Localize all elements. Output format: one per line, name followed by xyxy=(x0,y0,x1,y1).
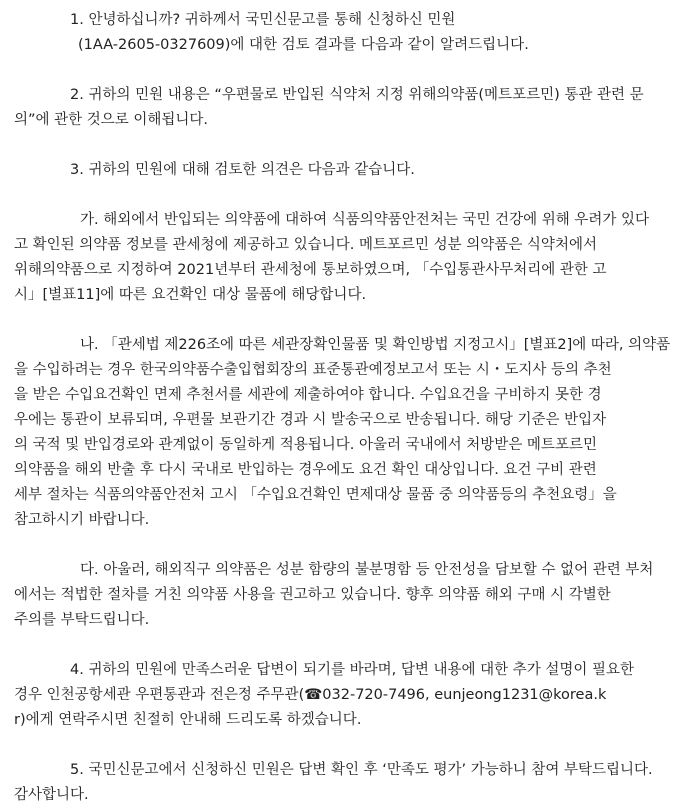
paragraph-4-line-1: 4. 귀하의 민원에 만족스러운 답변이 되기를 바라며, 답변 내용에 대한 추가 설명이 필요한 xyxy=(70,662,634,678)
paragraph-ga-line-4: 시」[별표11]에 따른 요건확인 대상 물품에 해당합니다. xyxy=(14,287,367,303)
paragraph-na-line-7: 세부 절차는 식품의약품안전처 고시 「수입요건확인 면제대상 물품 중 의약품등의 추천요령」을 xyxy=(14,487,617,503)
paragraph-2-line-1: 2. 귀하의 민원 내용은 “우편물로 반입된 식약처 지정 위해의약품(메트포르민) 통관 관련 문 xyxy=(70,87,644,103)
paragraph-na-line-5: 의 국적 및 반입경로와 관계없이 동일하게 적용됩니다. 아울러 국내에서 처방받은 메트포르민 xyxy=(14,437,597,453)
paragraph-na-line-4: 우에는 통관이 보류되며, 우편물 보관기간 경과 시 발송국으로 반송됩니다. 해당 기준은 반입자 xyxy=(14,412,607,428)
paragraph-ga xyxy=(14,208,684,308)
paragraph-1 xyxy=(70,8,684,58)
paragraph-na-line-1: 나. 「관세법 제226조에 따른 세관장확인물품 및 확인방법 지정고시」[별표2]에 따라, 의약품 xyxy=(80,337,671,353)
paragraph-na-line-2: 을 수입하려는 경우 한국의약품수출입협회장의 표준통관예정보고서 또는 시・도지사 등의 추천 xyxy=(14,362,612,378)
paragraph-na xyxy=(14,333,684,533)
paragraph-na-line-6: 의약품을 해외 반출 후 다시 국내로 반입하는 경우에도 요건 확인 대상입니다. 요건 구비 관련 xyxy=(14,462,597,478)
paragraph-2 xyxy=(14,83,684,133)
paragraph-5-line-2: 감사합니다. xyxy=(14,787,89,803)
paragraph-da xyxy=(14,558,684,633)
paragraph-5 xyxy=(14,758,684,808)
paragraph-3-line-1: 3. 귀하의 민원에 대해 검토한 의견은 다음과 같습니다. xyxy=(70,162,415,178)
paragraph-4 xyxy=(14,658,684,733)
paragraph-2-line-2: 의”에 관한 것으로 이해됩니다. xyxy=(14,112,209,128)
paragraph-ga-line-2: 고 확인된 의약품 정보를 관세청에 제공하고 있습니다. 메트포르민 성분 의약품은 식약처에서 xyxy=(14,237,597,253)
paragraph-da-line-2: 에서는 적법한 절차를 거친 의약품 사용을 권고하고 있습니다. 향후 의약품 해외 구매 시 각별한 xyxy=(14,587,611,603)
paragraph-4-line-3: r)에게 연락주시면 친절히 안내해 드리도록 하겠습니다. xyxy=(14,712,362,728)
paragraph-na-line-8: 참고하시기 바랍니다. xyxy=(14,512,150,528)
paragraph-5-line-1: 5. 국민신문고에서 신청하신 민원은 답변 확인 후 ‘만족도 평가’ 가능하니 참여 부탁드립니다. xyxy=(70,762,653,778)
paragraph-na-line-3: 을 받은 수입요건확인 면제 추천서를 세관에 제출하여야 합니다. 수입요건을 구비하지 못한 경 xyxy=(14,387,602,403)
paragraph-1-line-2: (1AA-2605-0327609)에 대한 검토 결과를 다음과 같이 알려드립니다. xyxy=(78,37,529,53)
paragraph-da-line-3: 주의를 부탁드립니다. xyxy=(14,612,150,628)
paragraph-ga-line-3: 위해의약품으로 지정하여 2021년부터 관세청에 통보하였으며, 「수입통관사무처리에 관한 고 xyxy=(14,262,607,278)
paragraph-da-line-1: 다. 아울러, 해외직구 의약품은 성분 함량의 불분명함 등 안전성을 담보할 수 없어 관련 부처 xyxy=(80,562,654,578)
paragraph-3 xyxy=(14,158,684,183)
paragraph-4-line-2: 경우 인천공항세관 우편통관과 전은정 주무관(☎032-720-7496, eunjeong1231@korea.k xyxy=(14,687,607,703)
paragraph-ga-line-1: 가. 해외에서 반입되는 의약품에 대하여 식품의약품안전처는 국민 건강에 위해 우려가 있다 xyxy=(80,212,649,228)
paragraph-1-line-1: 1. 안녕하십니까? 귀하께서 국민신문고를 통해 신청하신 민원 xyxy=(70,12,456,28)
